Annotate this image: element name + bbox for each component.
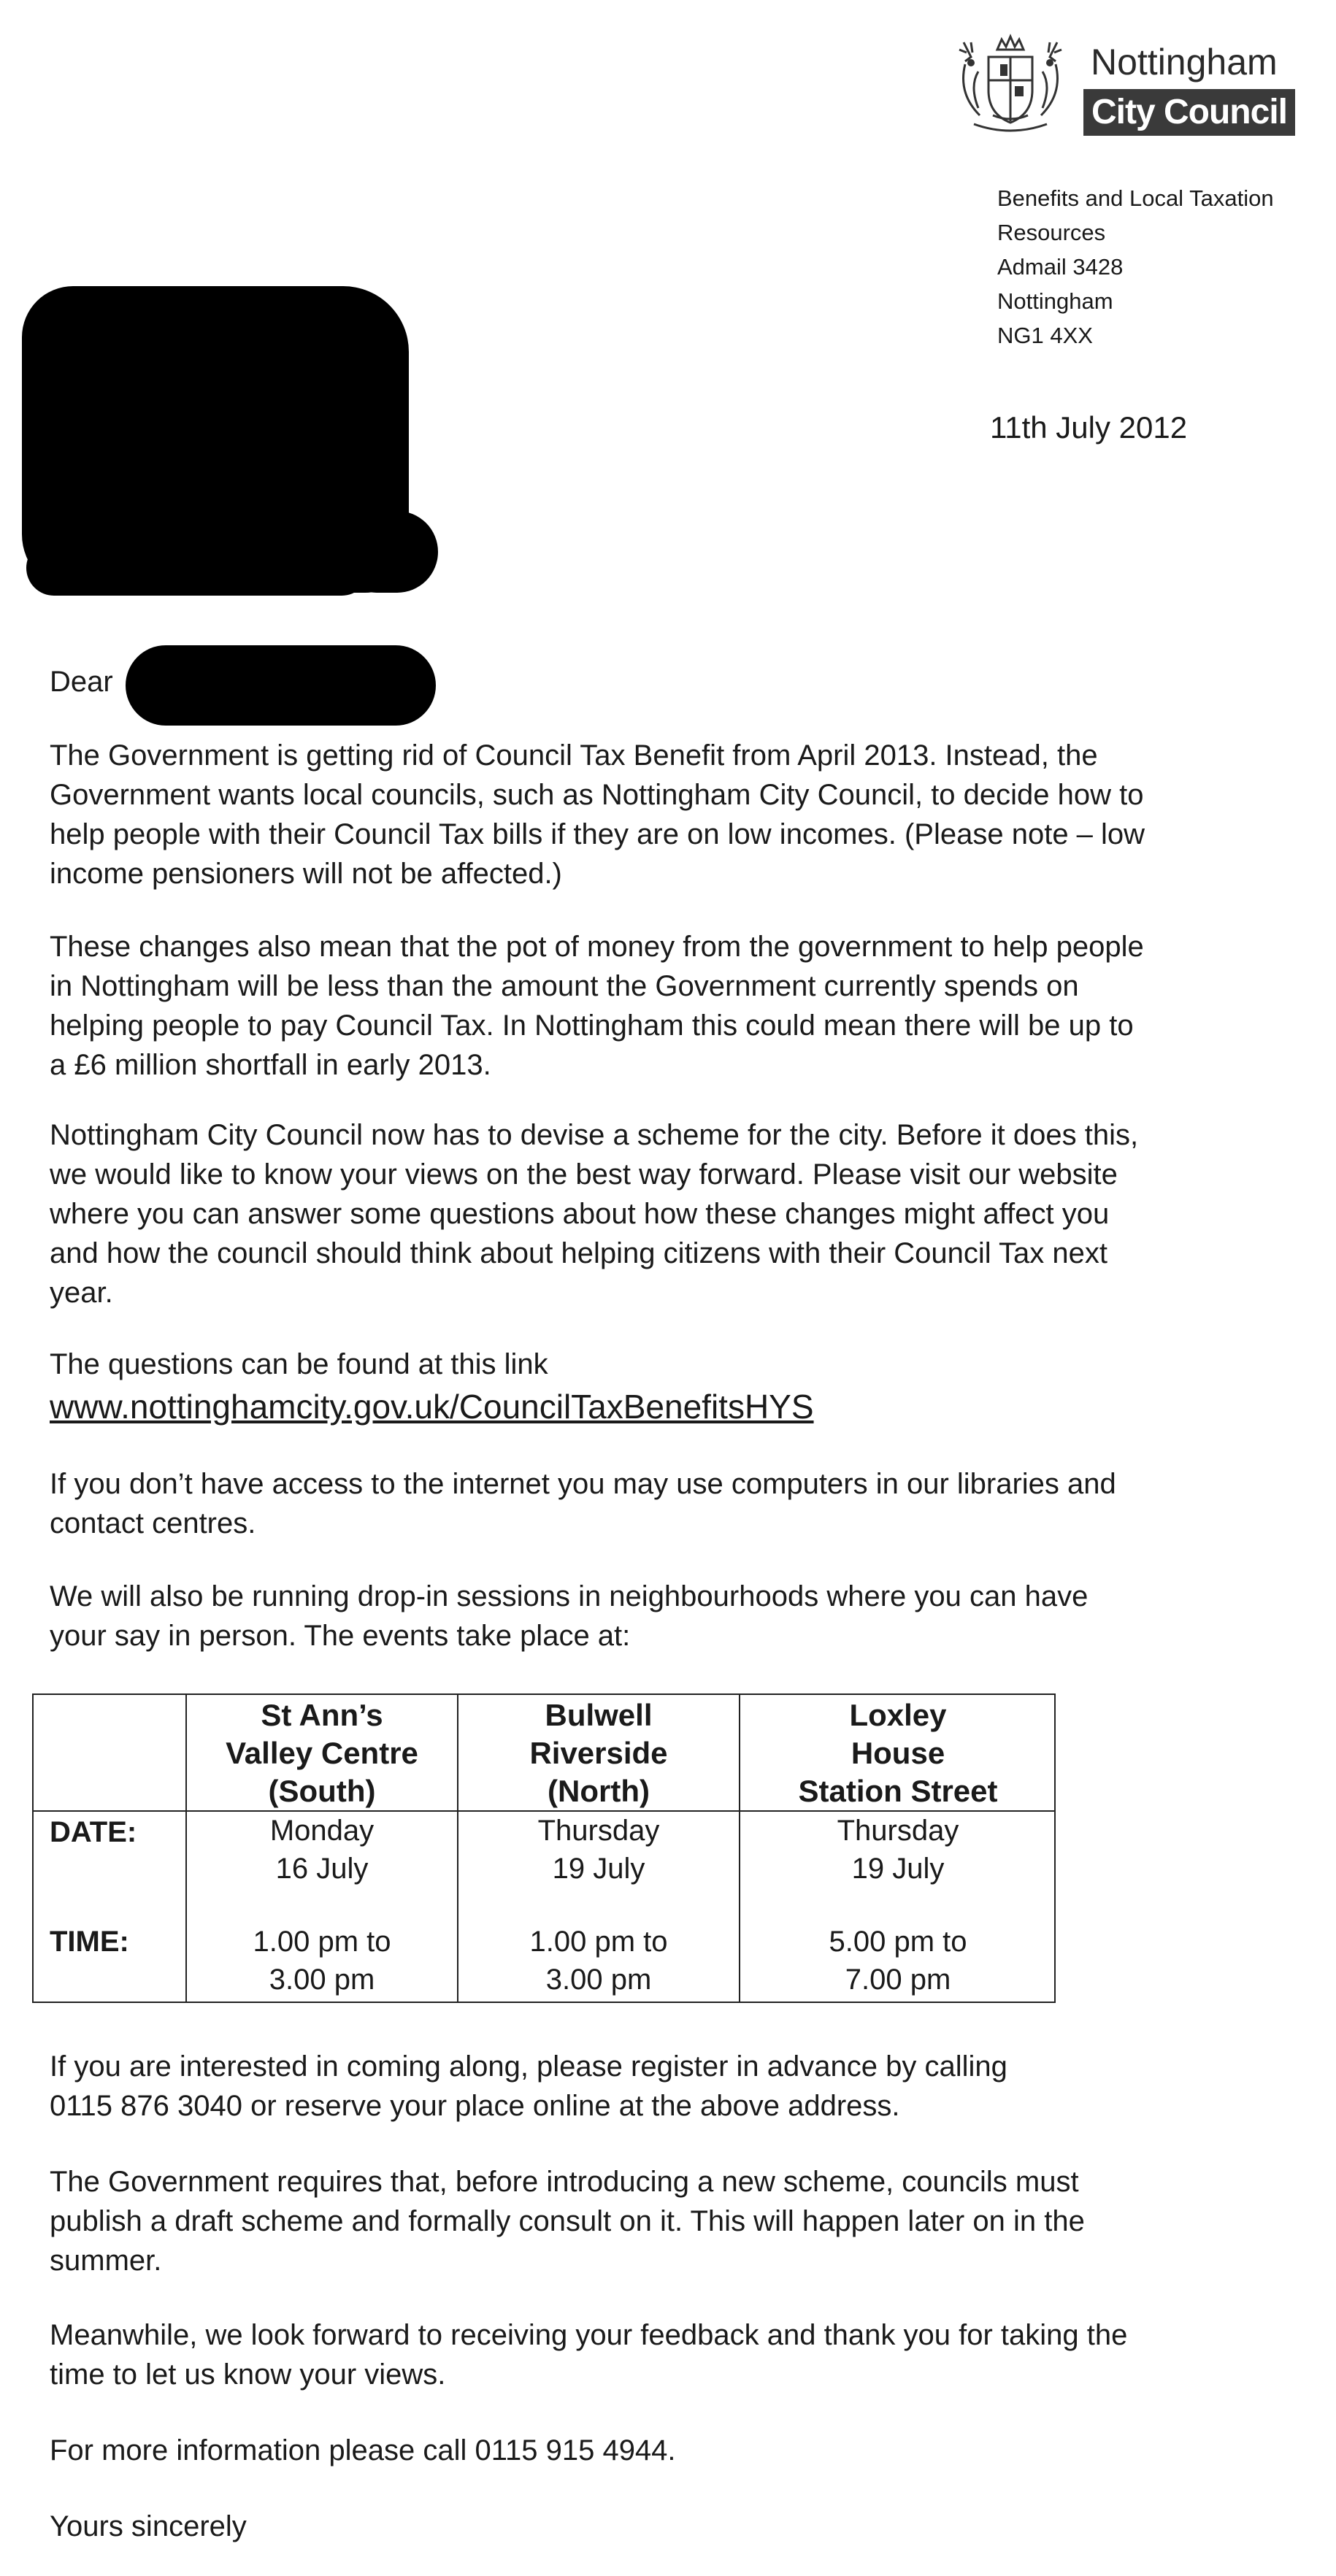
date-line: Monday — [269, 1815, 375, 1847]
time-line: 5.00 pm to — [829, 1926, 967, 1958]
text-line: in Nottingham will be less than the amount the Government currently spends on — [50, 970, 1079, 1002]
text-line: year. — [50, 1277, 113, 1309]
redacted-recipient-name — [126, 645, 436, 726]
time-cell — [187, 1923, 457, 1999]
paragraph-9 — [50, 2315, 1305, 2394]
venue-name-line: St Ann’s — [261, 1698, 383, 1732]
text-line: If you don’t have access to the internet you may use computers in our libraries and — [50, 1468, 1116, 1500]
time-line: 3.00 pm — [545, 1964, 652, 1996]
paragraph-1 — [50, 736, 1305, 893]
paragraph-8 — [50, 2162, 1305, 2280]
paragraph-2 — [50, 927, 1305, 1085]
venue-name-line: Station Street — [798, 1774, 998, 1808]
time-cell — [458, 1923, 739, 1999]
date-row-label: DATE: — [50, 1816, 137, 1848]
text-line: help people with their Council Tax bills if they are on low incomes. (Please note – low — [50, 818, 1145, 850]
venue-header — [187, 1696, 457, 1810]
text-line: If you are interested in coming along, please register in advance by calling — [50, 2050, 1007, 2083]
letter-date: 11th July 2012 — [990, 410, 1188, 445]
paragraph-4 — [50, 1345, 1305, 1384]
venue-name-line: (North) — [548, 1774, 650, 1808]
venue-name-line: Bulwell — [545, 1698, 653, 1732]
text-line: The Government requires that, before introducing a new scheme, councils must — [50, 2166, 1079, 2198]
paragraph-7 — [50, 2047, 1305, 2126]
text-line: a £6 million shortfall in early 2013. — [50, 1049, 491, 1081]
time-line: 3.00 pm — [269, 1964, 375, 1996]
council-crest-logo — [949, 28, 1072, 137]
paragraph-5 — [50, 1464, 1305, 1543]
address-line: Resources — [997, 220, 1106, 245]
venue-name-line: (South) — [268, 1774, 376, 1808]
closing-line: Yours sincerely — [50, 2510, 247, 2542]
time-line: 7.00 pm — [845, 1964, 951, 1996]
paragraph-10 — [50, 2431, 1305, 2470]
date-line: 19 July — [851, 1853, 945, 1885]
address-line: Admail 3428 — [997, 254, 1124, 280]
text-line: The Government is getting rid of Council Tax Benefit from April 2013. Instead, the — [50, 739, 1098, 772]
date-line: 19 July — [552, 1853, 645, 1885]
date-cell — [458, 1812, 739, 1888]
venue-name-line: Valley Centre — [226, 1736, 418, 1770]
date-cell — [187, 1812, 457, 1888]
address-line: Nottingham — [997, 288, 1113, 314]
text-line: The questions can be found at this link — [50, 1348, 548, 1380]
time-cell — [740, 1923, 1056, 1999]
text-line: where you can answer some questions about how these changes might affect you — [50, 1198, 1110, 1230]
text-line: and how the council should think about helping citizens with their Council Tax next — [50, 1237, 1108, 1269]
sender-address — [997, 181, 1274, 353]
consultation-link[interactable]: www.nottinghamcity.gov.uk/CouncilTaxBenefitsHYS — [50, 1388, 814, 1426]
time-line: 1.00 pm to — [253, 1926, 391, 1958]
paragraph-6 — [50, 1577, 1305, 1656]
address-line: Benefits and Local Taxation — [997, 185, 1274, 211]
text-line: contact centres. — [50, 1507, 256, 1539]
closing — [50, 2507, 1305, 2546]
text-line: we would like to know your views on the best way forward. Please visit our website — [50, 1158, 1118, 1191]
org-name-line2: City Council — [1083, 89, 1295, 136]
text-line: time to let us know your views. — [50, 2358, 446, 2391]
text-line: 0115 876 3040 or reserve your place online at the above address. — [50, 2090, 900, 2122]
venue-name-line: House — [851, 1736, 945, 1770]
text-line: Government wants local councils, such as Nottingham City Council, to decide how to — [50, 779, 1144, 811]
date-line: Thursday — [837, 1815, 959, 1847]
events-table — [32, 1693, 1056, 2003]
paragraph-3 — [50, 1115, 1305, 1312]
venue-header — [740, 1696, 1056, 1810]
date-cell — [740, 1812, 1056, 1888]
text-line: For more information please call 0115 915 4944. — [50, 2434, 676, 2467]
time-line: 1.00 pm to — [529, 1926, 668, 1958]
address-line: NG1 4XX — [997, 323, 1093, 348]
venue-name-line: Loxley — [849, 1698, 947, 1732]
text-line: income pensioners will not be affected.) — [50, 858, 562, 890]
text-line: Meanwhile, we look forward to receiving your feedback and thank you for taking the — [50, 2319, 1128, 2351]
venue-header — [458, 1696, 739, 1810]
text-line: We will also be running drop-in sessions in neighbourhoods where you can have — [50, 1580, 1089, 1612]
text-line: publish a draft scheme and formally consult on it. This will happen later on in the — [50, 2205, 1085, 2237]
org-name-line1: Nottingham — [1091, 42, 1278, 82]
date-line: 16 July — [275, 1853, 369, 1885]
time-row-label: TIME: — [50, 1926, 129, 1958]
text-line: helping people to pay Council Tax. In Nottingham this could mean there will be up to — [50, 1010, 1134, 1042]
text-line: your say in person. The events take place at: — [50, 1620, 631, 1652]
date-line: Thursday — [537, 1815, 660, 1847]
text-line: summer. — [50, 2245, 162, 2277]
text-line: These changes also mean that the pot of money from the government to help people — [50, 931, 1144, 963]
salutation: Dear — [50, 666, 113, 698]
text-line: Nottingham City Council now has to devise a scheme for the city. Before it does this, — [50, 1119, 1139, 1151]
redacted-recipient-address — [26, 540, 369, 596]
venue-name-line: Riverside — [529, 1736, 668, 1770]
